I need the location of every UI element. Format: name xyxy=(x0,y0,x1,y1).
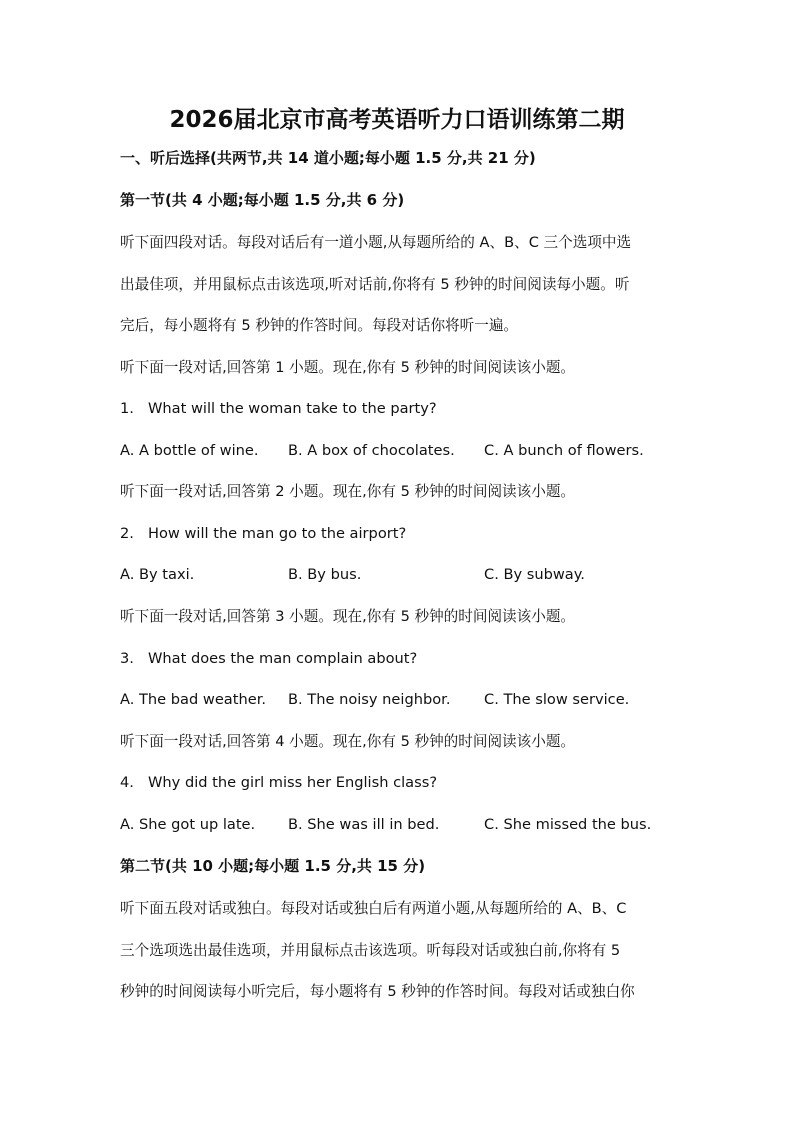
option-a[interactable]: A. The bad weather. xyxy=(120,691,267,708)
section1-instruction-line: 完后，每小题将有 5 秒钟的作答时间。每段对话你将听一遍。 xyxy=(120,317,519,334)
option-b[interactable]: B. By bus. xyxy=(288,566,362,583)
question-prompt: 听下面一段对话,回答第 3 小题。现在,你有 5 秒钟的时间阅读该小题。 xyxy=(120,608,576,625)
option-c[interactable]: C. A bunch of flowers. xyxy=(484,442,644,459)
question-number: 2. xyxy=(120,525,134,542)
answer-options xyxy=(120,564,680,586)
option-c[interactable]: C. By subway. xyxy=(484,566,585,583)
option-b[interactable]: B. She was ill in bed. xyxy=(288,816,440,833)
option-c[interactable]: C. She missed the bus. xyxy=(484,816,652,833)
part1-heading: 一、听后选择(共两节,共 14 道小题;每小题 1.5 分,共 21 分) xyxy=(120,149,536,167)
section1-heading: 第一节(共 4 小题;每小题 1.5 分,共 6 分) xyxy=(120,191,405,209)
question-text xyxy=(120,398,680,420)
question-text xyxy=(120,648,680,670)
answer-options xyxy=(120,689,680,711)
question-number: 3. xyxy=(120,650,134,667)
question-stem: How will the man go to the airport? xyxy=(148,525,407,542)
question-stem: Why did the girl miss her English class? xyxy=(148,774,438,791)
question-prompt: 听下面一段对话,回答第 4 小题。现在,你有 5 秒钟的时间阅读该小题。 xyxy=(120,733,576,750)
section1-instruction-line: 听下面四段对话。每段对话后有一道小题,从每题所给的 A、B、C 三个选项中选 xyxy=(120,234,632,251)
option-c[interactable]: C. The slow service. xyxy=(484,691,630,708)
question-text xyxy=(120,772,680,794)
question-number: 1. xyxy=(120,400,134,417)
document-title: 2026届北京市高考英语听力口语训练第二期 xyxy=(169,107,625,133)
question-stem: What will the woman take to the party? xyxy=(148,400,437,417)
section2-instruction-line: 三个选项选出最佳选项，并用鼠标点击该选项。听每段对话或独白前,你将有 5 xyxy=(120,942,621,959)
answer-options xyxy=(120,440,680,462)
question-number: 4. xyxy=(120,774,134,791)
question-text xyxy=(120,523,680,545)
option-a[interactable]: A. A bottle of wine. xyxy=(120,442,259,459)
option-b[interactable]: B. The noisy neighbor. xyxy=(288,691,451,708)
section1-instruction-line: 出最佳项，并用鼠标点击该选项,听对话前,你将有 5 秒钟的时间阅读每小题。听 xyxy=(120,276,630,293)
section2-instruction-line: 秒钟的时间阅读每小听完后，每小题将有 5 秒钟的作答时间。每段对话或独白你 xyxy=(120,983,635,1000)
question-prompt: 听下面一段对话,回答第 1 小题。现在,你有 5 秒钟的时间阅读该小题。 xyxy=(120,359,576,376)
section2-instruction-line: 听下面五段对话或独白。每段对话或独白后有两道小题,从每题所给的 A、B、C xyxy=(120,900,627,917)
question-prompt: 听下面一段对话,回答第 2 小题。现在,你有 5 秒钟的时间阅读该小题。 xyxy=(120,483,576,500)
option-b[interactable]: B. A box of chocolates. xyxy=(288,442,455,459)
section2-heading: 第二节(共 10 小题;每小题 1.5 分,共 15 分) xyxy=(120,857,426,875)
option-a[interactable]: A. By taxi. xyxy=(120,566,195,583)
question-stem: What does the man complain about? xyxy=(148,650,418,667)
option-a[interactable]: A. She got up late. xyxy=(120,816,256,833)
answer-options xyxy=(120,814,680,836)
